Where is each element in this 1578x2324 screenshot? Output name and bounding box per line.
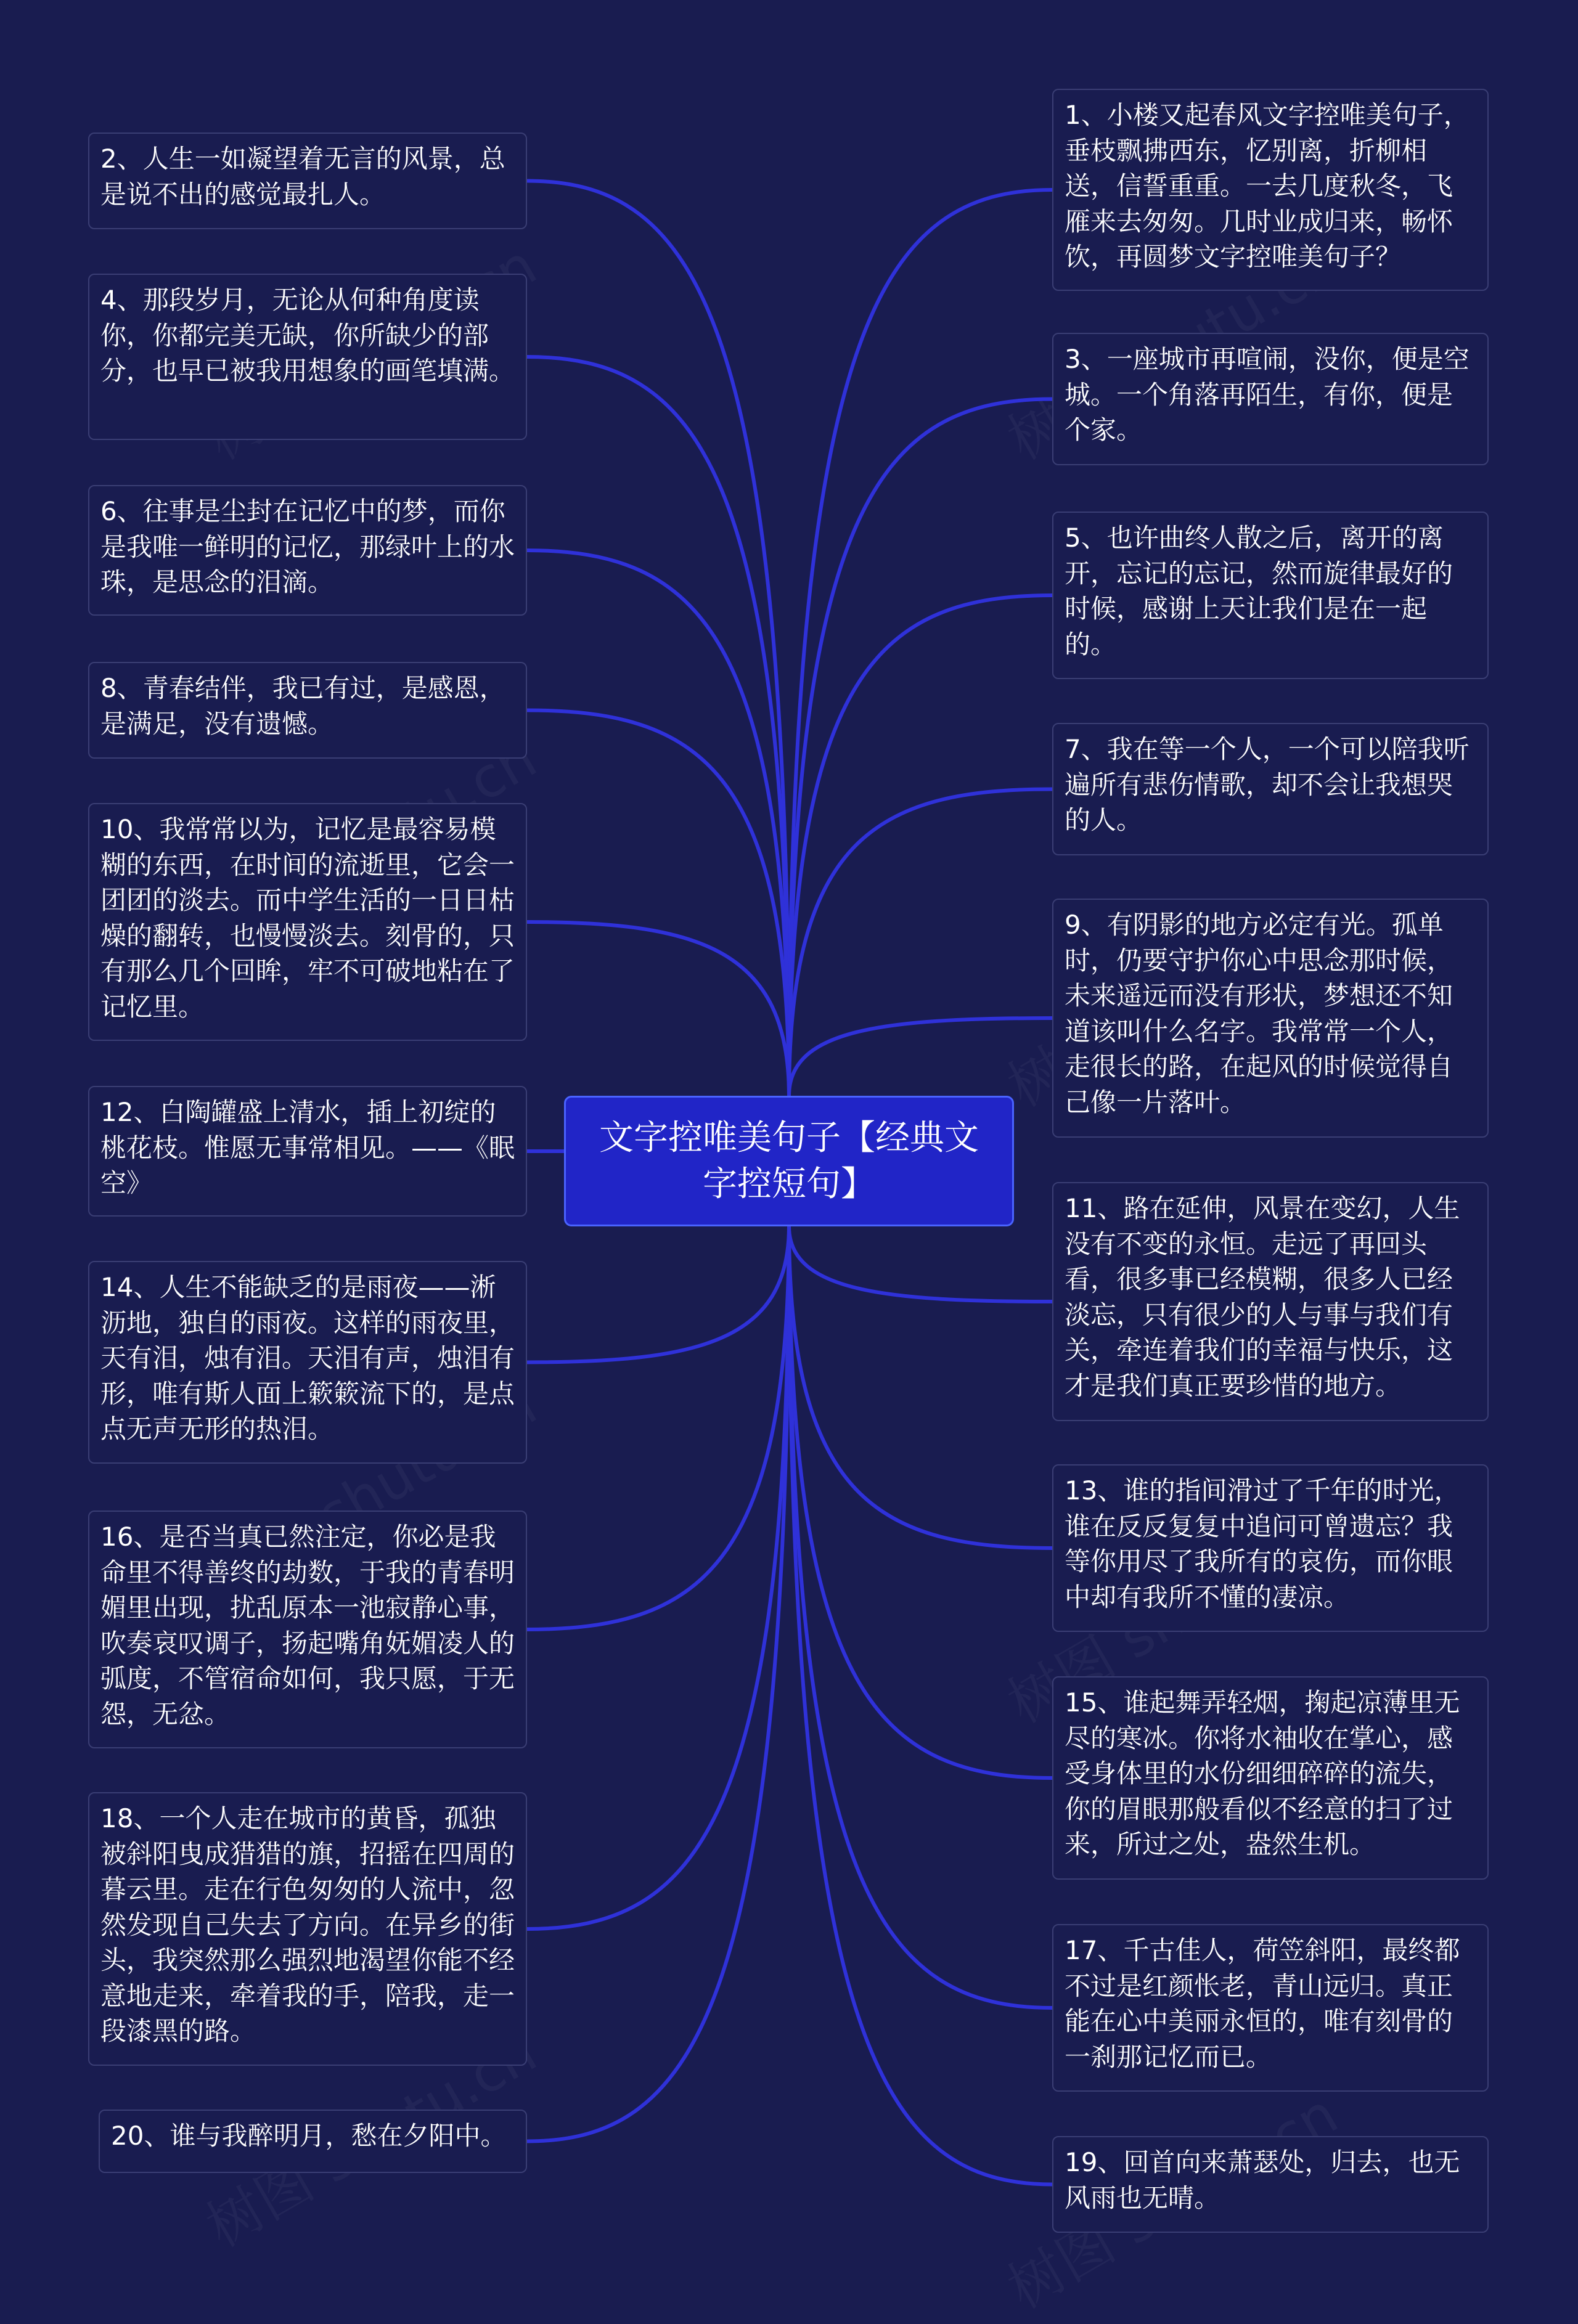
left-topic-node[interactable] bbox=[88, 1086, 527, 1217]
left-connector-4 bbox=[527, 922, 789, 1096]
left-connector-0 bbox=[527, 181, 789, 1096]
topic-text: 8、青春结伴，我已有过，是感恩，是满足，没有遗憾。 bbox=[100, 673, 505, 739]
topic-text: 14、人生不能缺乏的是雨夜——淅沥地，独自的雨夜。这样的雨夜里，天有泪，烛有泪。天泪有声，烛泪有形，唯有斯人面上簌簌流下的，是点点无声无形的热泪。 bbox=[100, 1272, 515, 1444]
right-topic-node[interactable] bbox=[1052, 899, 1489, 1138]
topic-text: 9、有阴影的地方必定有光。孤单时，仍要守护你心中思念那时候，未来遥远而没有形状，梦想还不知道该叫什么名字。我常常一个人，走很长的路，在起风的时候觉得自己像一片落叶。 bbox=[1065, 910, 1453, 1117]
right-connector-9 bbox=[789, 1226, 1052, 2185]
topic-text: 18、一个人走在城市的黄昏，孤独被斜阳曳成猎猎的旗，招摇在四周的暮云里。走在行色匆匆的人流中，忽然发现自己失去了方向。在异乡的街头，我突然那么强烈地渴望你能不经意地走来，牵着我的手，陪我，走一段漆黑的路。 bbox=[100, 1803, 515, 2046]
right-connector-7 bbox=[789, 1226, 1052, 1778]
right-connector-4 bbox=[789, 1018, 1052, 1096]
right-topic-node[interactable] bbox=[1052, 2136, 1489, 2233]
topic-text: 1、小楼又起春风文字控唯美句子，垂枝飘拂西东，忆别离，折柳相送，信誓重重。一去几度秋冬，飞雁来去匆匆。几时业成归来，畅怀饮，再圆梦文字控唯美句子？ bbox=[1065, 100, 1470, 272]
topic-text: 4、那段岁月，无论从何种角度读你，你都完美无缺，你所缺少的部分，也早已被我用想象的画笔填满。 bbox=[100, 285, 515, 386]
left-connector-8 bbox=[527, 1226, 789, 1929]
root-topic[interactable] bbox=[564, 1096, 1014, 1226]
right-topic-node[interactable] bbox=[1052, 1676, 1489, 1880]
topic-text: 5、也许曲终人散之后，离开的离开，忘记的忘记，然而旋律最好的时候，感谢上天让我们是在一起的。 bbox=[1065, 523, 1453, 659]
topic-text: 10、我常常以为，记忆是最容易模糊的东西，在时间的流逝里，它会一团团的淡去。而中学生活的一日日枯燥的翻转，也慢慢淡去。刻骨的，只有那么几个回眸，牢不可破地粘在了记忆里。 bbox=[100, 814, 515, 1022]
topic-text: 17、千古佳人，荷笠斜阳，最终都不过是红颜怅老，青山远归。真正能在心中美丽永恒的，唯有刻骨的一刹那记忆而已。 bbox=[1065, 1935, 1460, 2072]
topic-text: 7、我在等一个人，一个可以陪我听遍所有悲伤情歌，却不会让我想哭的人。 bbox=[1065, 734, 1470, 835]
right-connector-5 bbox=[789, 1226, 1052, 1302]
left-topic-node[interactable] bbox=[88, 133, 527, 229]
left-topic-node[interactable] bbox=[88, 485, 527, 616]
right-connector-0 bbox=[789, 190, 1052, 1096]
root-topic-label: 文字控唯美句子【经典文字控短句】 bbox=[599, 1118, 979, 1204]
right-connector-3 bbox=[789, 789, 1052, 1096]
left-topic-node[interactable] bbox=[88, 1261, 527, 1464]
left-topic-node[interactable] bbox=[88, 662, 527, 759]
topic-text: 15、谁起舞弄轻烟，掬起凉薄里无尽的寒冰。你将水袖收在掌心，感受身体里的水份细细碎碎的流失，你的眉眼那般看似不经意的扫了过来，所过之处，盎然生机。 bbox=[1065, 1687, 1460, 1859]
topic-text: 13、谁的指间滑过了千年的时光，谁在反反复复中追问可曾遗忘？我等你用尽了我所有的哀伤，而你眼中却有我所不懂的凄凉。 bbox=[1065, 1475, 1460, 1612]
right-connector-6 bbox=[789, 1226, 1052, 1548]
topic-text: 16、是否当真已然注定，你必是我命里不得善终的劫数，于我的青春明媚里出现，扰乱原本一池寂静心事，吹奏哀叹调子，扬起嘴角妩媚凌人的弧度，不管宿命如何，我只愿，于无怨，无忿。 bbox=[100, 1522, 515, 1729]
right-topic-node[interactable] bbox=[1052, 1924, 1489, 2092]
topic-text: 6、往事是尘封在记忆中的梦，而你是我唯一鲜明的记忆，那绿叶上的水珠，是思念的泪滴。 bbox=[100, 496, 515, 597]
left-connector-6 bbox=[527, 1226, 789, 1363]
left-topic-node[interactable] bbox=[88, 803, 527, 1041]
left-topic-node[interactable] bbox=[88, 274, 527, 440]
left-connector-3 bbox=[527, 711, 789, 1096]
topic-text: 12、白陶罐盛上清水，插上初绽的桃花枝。惟愿无事常相见。——《眠空》 bbox=[100, 1097, 515, 1198]
right-topic-node[interactable] bbox=[1052, 1182, 1489, 1421]
right-topic-node[interactable] bbox=[1052, 89, 1489, 291]
right-topic-node[interactable] bbox=[1052, 1464, 1489, 1632]
topic-text: 3、一座城市再喧闹，没你，便是空城。一个角落再陌生，有你，便是个家。 bbox=[1065, 344, 1470, 445]
topic-text: 11、路在延伸，风景在变幻，人生没有不变的永恒。走远了再回头看，很多事已经模糊，很多人已经淡忘，只有很少的人与事与我们有关，牵连着我们的幸福与快乐，这才是我们真正要珍惜的地方。 bbox=[1065, 1193, 1460, 1401]
left-topic-node[interactable] bbox=[99, 2110, 527, 2173]
left-topic-node[interactable] bbox=[88, 1792, 527, 2066]
topic-text: 2、人生一如凝望着无言的风景，总是说不出的感觉最扎人。 bbox=[100, 144, 505, 210]
left-topic-node[interactable] bbox=[88, 1511, 527, 1748]
left-connector-7 bbox=[527, 1226, 789, 1629]
right-topic-node[interactable] bbox=[1052, 723, 1489, 855]
right-topic-node[interactable] bbox=[1052, 512, 1489, 679]
right-topic-node[interactable] bbox=[1052, 333, 1489, 465]
topic-text: 19、回首向来萧瑟处，归去，也无风雨也无晴。 bbox=[1065, 2147, 1460, 2213]
topic-text: 20、谁与我醉明月，愁在夕阳中。 bbox=[111, 2121, 507, 2151]
